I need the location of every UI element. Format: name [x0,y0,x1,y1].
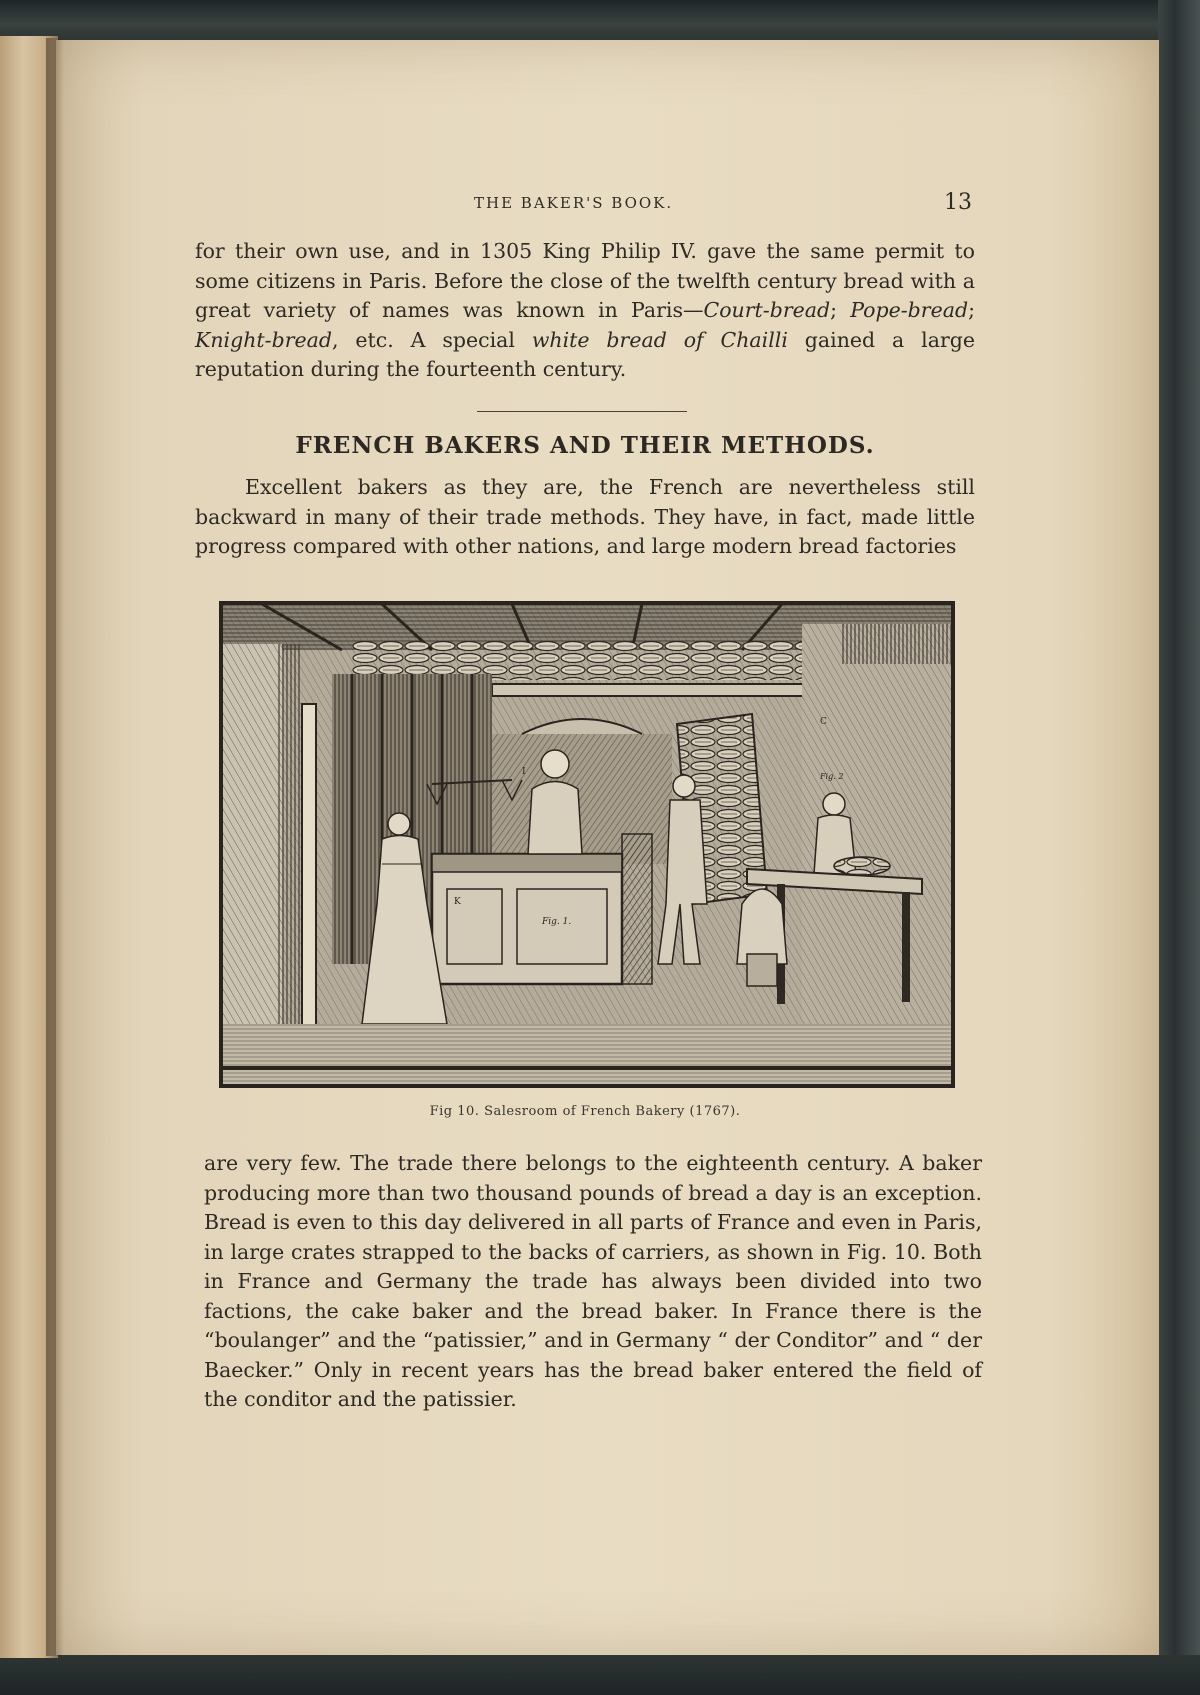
intro-text-5: gained a large reputation during the fourteenth century. [195,327,975,381]
intro-italic-knight-bread: Knight-bread [195,327,332,352]
section-heading: FRENCH BAKERS AND THEIR METHODS. [295,432,875,459]
page-number: 13 [944,190,972,215]
intro-text-4: , etc. A special [331,327,532,352]
methods-paragraph: Excellent bakers as they are, the French are nevertheless still backward in many of their trade methods. They have, in fact, made little progress compared with other nations, and large modern bread factories [195,475,975,558]
running-head [474,193,673,213]
running-head-prefix: THE BAKER [474,194,587,212]
intro-italic-court-bread: Court-bread [703,298,831,322]
engraving-label-i: I [522,767,526,777]
section-divider [477,411,687,412]
intro-italic-white-bread: white bread of Chailli [531,327,788,352]
engraving-label-c: C [820,717,827,727]
intro-paragraph [195,237,975,385]
bakery-engraving [219,601,955,1088]
running-head-suffix: 'S BOOK. [586,194,674,212]
continued-paragraph: are very few. The trade there belongs to the eighteenth century. A baker producing more than two thousand pounds of bread a day is an exception. Bread is even to this day delivered in all parts of France and even in Paris, in large crates strapped to the backs of carriers, as shown in Fig. 10. Both in France and Germany the trade has always been divided into two factions, the cake baker and the bread baker. In France there is the “boulanger” and the “patissier,” and in Germany “ der Conditor” and “ der Baecker.” Only in recent years has the bread baker entered the field of the conditor and the patissier. [204,1151,982,1411]
engraving-label-fig2: Fig. 2 [820,772,844,781]
intro-italic-pope-bread: Pope-bread [850,298,969,322]
intro-text-3: ; [968,298,975,322]
figure-caption: Fig 10. Salesroom of French Bakery (1767). [429,1104,741,1119]
intro-text-1: for their own use, and in 1305 King Philip IV. gave the same permit to some citizens in Paris. Before the close of the twelfth century bread with a great variety of names was known in Paris— [195,239,975,322]
page-gutter [46,38,64,1656]
engraving-label-fig1: Fig. 1. [542,917,572,927]
engraving-illustration [222,604,952,1085]
intro-text-2: ; [830,298,851,322]
book-cover-bottom [0,1655,1200,1695]
book-cover-top [0,0,1200,40]
book-cover-right [1158,0,1200,1695]
engraving-label-k: K [454,897,461,907]
